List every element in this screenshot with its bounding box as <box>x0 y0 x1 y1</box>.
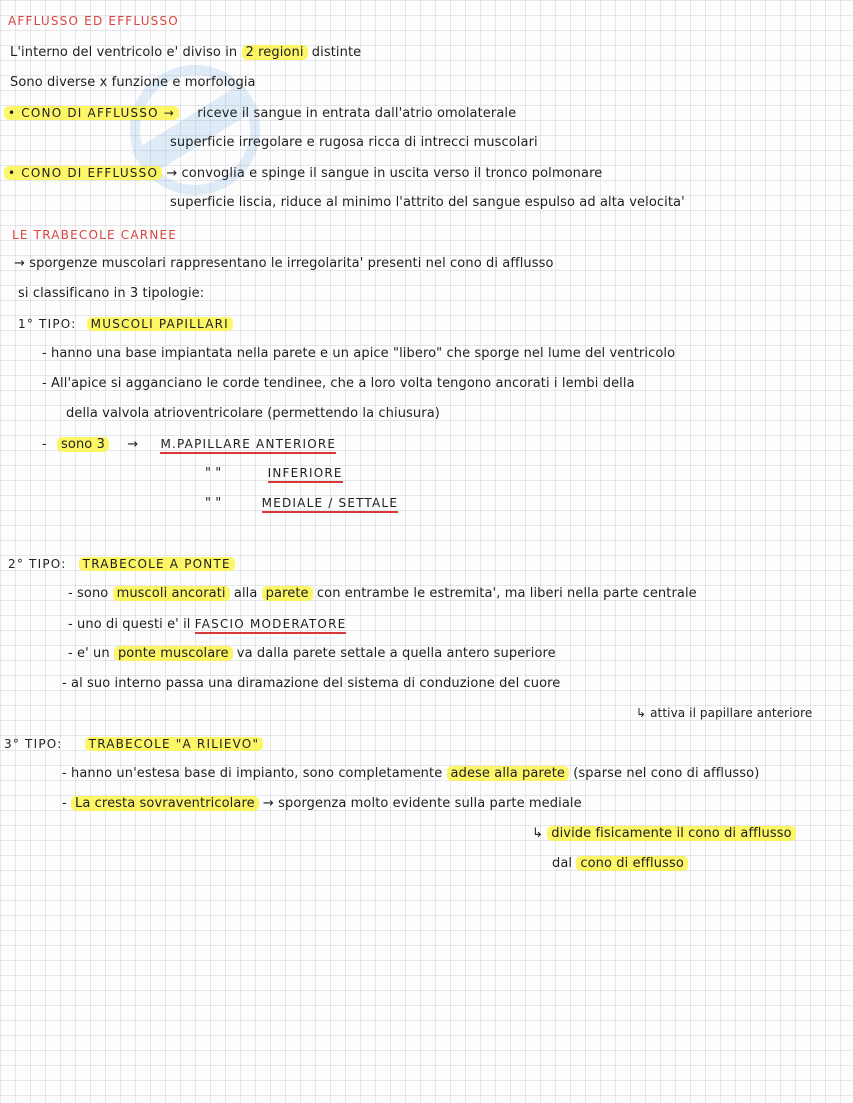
tipo-2-heading: 2° TIPO: TRABECOLE A PONTE <box>8 555 235 574</box>
text-line: - La cresta sovraventricolare → sporgenza molto evidente sulla parte mediale <box>62 796 582 811</box>
section-heading: LE TRABECOLE CARNEE <box>12 228 178 242</box>
tipo-3-heading: 3° TIPO: TRABECOLE "A RILIEVO" <box>4 735 263 754</box>
text-line: superficie irregolare e rugosa ricca di intrecci muscolari <box>170 135 538 150</box>
page-title: AFFLUSSO ED EFFLUSSO <box>8 14 179 28</box>
text-line: Sono diverse x funzione e morfologia <box>10 75 256 90</box>
text-line: - sono muscoli ancorati alla parete con entrambe le estremita', ma liberi nella parte centrale <box>68 586 697 601</box>
text-line: - hanno un'estesa base di impianto, sono completamente adese alla parete (sparse nel cono di afflusso) <box>62 766 760 781</box>
papillari-list-line: - sono 3 → M.PAPILLARE ANTERIORE <box>42 437 337 452</box>
text-line: - e' un ponte muscolare va dalla parete settale a quella antero superiore <box>68 646 556 661</box>
cono-afflusso-line: • CONO DI AFFLUSSO → riceve il sangue in entrata dall'atrio omolaterale <box>4 104 516 123</box>
text-line: - uno di questi e' il FASCIO MODERATORE <box>68 617 347 632</box>
text-line: superficie liscia, riduce al minimo l'attrito del sangue espulso ad alta velocita' <box>170 195 685 210</box>
text-line: - hanno una base impiantata nella parete e un apice "libero" che sporge nel lume del ventricolo <box>42 346 676 361</box>
text-line: ↳ attiva il papillare anteriore <box>636 706 813 720</box>
text-line: dal cono di efflusso <box>552 855 688 873</box>
text-line: ↳ divide fisicamente il cono di afflusso <box>532 825 796 843</box>
papillari-list-line: " " MEDIALE / SETTALE <box>205 496 399 511</box>
text-line: si classificano in 3 tipologie: <box>18 286 205 301</box>
tipo-1-heading: 1° TIPO: MUSCOLI PAPILLARI <box>18 315 233 334</box>
text-line: della valvola atrioventricolare (permettendo la chiusura) <box>66 406 440 421</box>
text-line: - al suo interno passa una diramazione del sistema di conduzione del cuore <box>62 676 561 691</box>
text-line: → sporgenze muscolari rappresentano le irregolarita' presenti nel cono di afflusso <box>14 256 554 271</box>
text-line: - All'apice si agganciano le corde tendinee, che a loro volta tengono ancorati i lembi della <box>42 376 635 391</box>
text-line: L'interno del ventricolo e' diviso in 2 regioni distinte <box>10 45 362 60</box>
papillari-list-line: " " INFERIORE <box>205 466 343 481</box>
cono-efflusso-line: • CONO DI EFFLUSSO → convoglia e spinge il sangue in uscita verso il tronco polmonare <box>4 164 602 183</box>
